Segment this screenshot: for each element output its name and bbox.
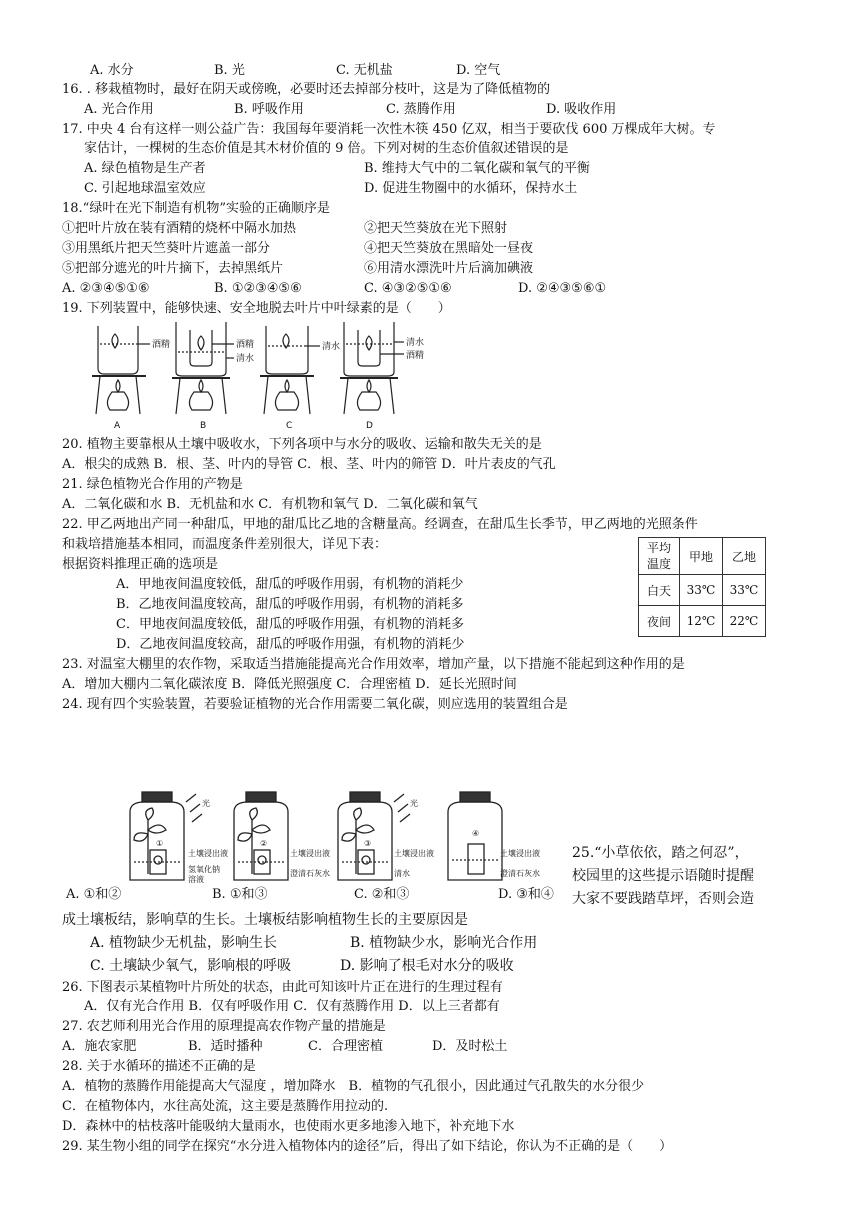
jar1-number: ① [156,839,164,848]
table-cell: 22℃ [723,606,766,637]
label-c-1: 清水 [322,342,341,352]
table-cell: 12℃ [680,606,723,637]
table-cell: 33℃ [680,575,723,606]
label-d-1: 清水 [406,338,425,348]
q25-option-d: D. 影响了根毛对水分的吸收 [340,958,514,974]
jar1-soil-label: 土壤浸出液 [188,849,228,858]
q24-option-a: A. ①和② [66,887,122,902]
q25-text-line2: 校园里的这些提示语随时提醒 [572,868,754,884]
q25-text-line1: 25.“小草依依，踏之何忍”， [572,845,749,861]
q24-option-c: C. ②和③ [354,887,410,902]
jar2-soil-label: 土壤浸出液 [290,849,330,858]
apparatus-c [260,326,320,414]
label-B: B [200,421,207,431]
q25-option-c: C. 土壤缺少氧气，影响根的呼吸 [90,958,292,974]
apparatus-b [172,322,234,414]
jar2-lime-label: 澄清石灰水 [290,869,330,878]
q22-option-c: C．甲地夜间温度较低，甜瓜的呼吸作用强，有机物的消耗多 [116,617,464,632]
q22-option-b: B．乙地夜间温度较高，甜瓜的呼吸作用弱，有机物的消耗多 [116,597,464,612]
jar4-number: ④ [472,829,480,838]
q18-step-6: ⑥用清水漂洗叶片后滴加碘液 [364,261,534,276]
jar3-water-label: 清水 [394,869,410,878]
q17-stem-line1: 17. 中央 4 台有这样一则公益广告：我国每年要消耗一次性木筷 450 亿双，相当于要砍伐 600 万棵成年大树。专 [62,122,716,137]
jar3-light-label: 光 [410,799,418,808]
q17-option-a: A. 绿色植物是生产者 [84,161,206,176]
q22-stem-line2: 和栽培措施基本相同，而温度条件差别很大，详见下表： [62,537,388,552]
q16-option-a: A. 光合作用 [84,102,154,117]
jar4-soil-label: 土壤浸出液 [500,849,540,858]
q18-step-3: ③用黑纸片把天竺葵叶片遮盖一部分 [62,241,271,256]
q20-stem: 20. 植物主要靠根从土壤中吸收水，下列各项中与水分的吸收、运输和散失无关的是 [62,437,542,452]
jar-2 [234,792,288,880]
q25-text-line3: 大家不要践踏草坪，否则会造 [572,891,754,907]
q27-option-b: B．适时播种 [188,1039,263,1054]
q17-option-d: D. 促进生物圈中的水循环，保持水土 [364,181,578,196]
q18-option-a: A. ②③④⑤①⑥ [62,281,150,296]
q18-step-1: ①把叶片放在装有酒精的烧杯中隔水加热 [62,221,297,236]
label-d-2: 酒精 [406,351,425,361]
q20-options: A．根尖的成熟 B．根、茎、叶内的导管 C．根、茎、叶内的筛管 D．叶片表皮的气孔 [62,457,556,472]
label-A: A [114,421,121,431]
q17-option-c: C. 引起地球温室效应 [84,181,206,196]
q18-step-5: ⑤把部分遮光的叶片摘下，去掉黑纸片 [62,261,284,276]
q25-option-b: B. 植物缺少水，影响光合作用 [350,935,538,951]
jar3-soil-label: 土壤浸出液 [394,849,434,858]
q19-stem: 19. 下列装置中，能够快速、安全地脱去叶片中叶绿素的是（ ） [62,301,451,316]
q17-stem-line2: 家估计，一棵树的生态价值是其木材价值的 9 倍。下列对树的生态价值叙述错误的是 [84,141,569,156]
label-C: C [286,421,293,431]
q15-option-d: D. 空气 [456,63,501,78]
q24-stem: 24. 现有四个实验装置，若要验证植物的光合作用需要二氧化碳，则应选用的装置组合是 [62,697,568,712]
q19-apparatus-figure [90,322,425,432]
header-avg: 平均 [646,541,671,555]
q16-option-b: B. 呼吸作用 [234,102,304,117]
q27-stem: 27. 农艺师利用光合作用的原理提高农作物产量的措施是 [62,1019,386,1034]
jar3-number: ③ [364,839,372,848]
jar1-naoh-label-2: 溶液 [188,875,204,884]
q21-options: A．二氧化碳和水 B．无机盐和水 C．有机物和氧气 D．二氧化碳和氧气 [62,497,478,512]
label-D: D [366,421,373,431]
table-header-yi: 乙地 [723,538,766,575]
table-row [639,575,766,606]
q16-option-d: D. 吸收作用 [546,102,617,117]
table-header-jia: 甲地 [680,538,723,575]
label-b-2: 清水 [236,354,255,364]
jar2-number: ② [260,839,268,848]
q21-stem: 21. 绿色植物光合作用的产物是 [62,477,243,492]
q18-option-c: C. ④③②⑤①⑥ [364,281,452,296]
q16-stem: 16. . 移栽植物时，最好在阴天或傍晚，必要时还去掉部分枝叶，这是为了降低植物的 [62,82,551,97]
q18-stem: 18.“绿叶在光下制造有机物”实验的正确顺序是 [62,201,330,216]
q24-option-d: D. ③和④ [498,887,554,902]
q15-option-a: A. 水分 [90,63,134,78]
label-a-1: 酒精 [152,340,171,350]
q28-option-c: C．在植物体内，水往高处流，这主要是蒸腾作用拉动的. [62,1099,389,1114]
jar1-naoh-label-1: 氢氧化钠 [188,865,220,874]
table-cell: 33℃ [723,575,766,606]
q28-option-d: D．森林中的枯枝落叶能吸纳大量雨水，也使雨水更多地渗入地下，补充地下水 [62,1119,515,1134]
jar1-light-label: 光 [202,799,210,808]
header-temp: 温度 [646,557,671,571]
q18-option-d: D. ②④③⑤⑥① [518,281,607,296]
q26-options: A．仅有光合作用 B．仅有呼吸作用 C．仅有蒸腾作用 D．以上三者都有 [84,999,500,1014]
q24-jar-figure [120,790,540,890]
q28-option-ab: A．植物的蒸腾作用能提高大气湿度 ，增加降水 B．植物的气孔很小，因此通过气孔散失的水分很少 [62,1079,645,1094]
q28-stem: 28. 关于水循环的描述不正确的是 [62,1059,256,1074]
q25-option-a: A. 植物缺少无机盐，影响生长 [90,935,278,951]
q23-stem: 23. 对温室大棚里的农作物，采取适当措施能提高光合作用效率，增加产量，以下措施不能起到这种作用的是 [62,657,685,672]
apparatus-d [340,322,404,414]
q18-step-2: ②把天竺葵放在光下照射 [364,221,508,236]
q22-option-a: A．甲地夜间温度较低，甜瓜的呼吸作用弱，有机物的消耗少 [116,577,464,592]
q17-option-b: B. 维持大气中的二氧化碳和氧气的平衡 [364,161,590,176]
table-row [639,538,766,575]
label-b-1: 酒精 [236,340,255,350]
q22-option-d: D．乙地夜间温度较高，甜瓜的呼吸作用强，有机物的消耗少 [116,637,465,652]
q23-options: A．增加大棚内二氧化碳浓度 B．降低光照强度 C．合理密植 D．延长光照时间 [62,677,517,692]
q22-stem-line3: 根据资料推理正确的选项是 [62,557,219,572]
jar-3 [338,792,410,880]
q26-stem: 26. 下图表示某植物叶片所处的状态，由此可知该叶片正在进行的生理过程有 [62,980,503,995]
q18-step-4: ④把天竺葵放在黑暗处一昼夜 [364,241,534,256]
temperature-table [638,537,766,637]
jar4-lime-label: 澄清石灰水 [500,869,540,878]
q18-option-b: B. ①②③④⑤⑥ [214,281,302,296]
table-row [639,606,766,637]
q22-stem-line1: 22. 甲乙两地出产同一种甜瓜，甲地的甜瓜比乙地的含糖量高。经调查，在甜瓜生长季节，甲乙两地的光照条件 [62,517,698,532]
table-cell: 白天 [639,575,680,606]
q27-option-a: A．施农家肥 [62,1039,137,1054]
q27-option-c: C．合理密植 [308,1039,383,1054]
q27-option-d: D．及时松土 [432,1039,508,1054]
q29-stem: 29. 某生物小组的同学在探究“水分进入植物体内的途径”后，得出了如下结论，你认为不正确的是（ ） [62,1139,673,1154]
q15-option-c: C. 无机盐 [336,63,393,78]
table-header-cell [639,538,680,575]
table-cell: 夜间 [639,606,680,637]
q25-text-line4: 成土壤板结，影响草的生长。土壤板结影响植物生长的主要原因是 [62,912,468,928]
q24-option-b: B. ①和③ [212,887,268,902]
q15-option-b: B. 光 [214,63,245,78]
q16-option-c: C. 蒸腾作用 [386,102,456,117]
apparatus-a [92,326,150,414]
